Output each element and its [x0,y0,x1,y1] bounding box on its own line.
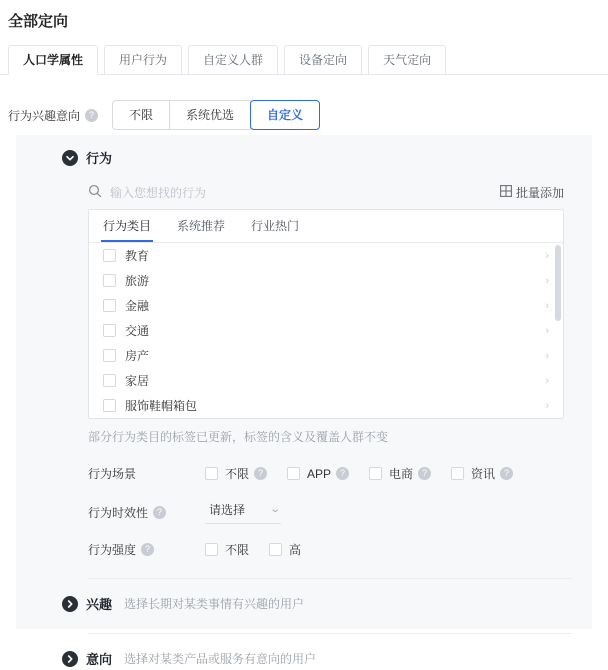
chevron-right-icon[interactable]: › [545,374,549,387]
scene-option-ecommerce[interactable]: 电商 ? [369,465,431,482]
intent-section-title: 意向 [86,652,113,667]
intent-section-desc: 选择对某类产品或服务有意向的用户 [124,652,317,666]
checkbox[interactable] [369,467,382,480]
behavior-intensity-row [88,541,592,558]
tab-device-targeting[interactable]: 设备定向 [284,45,362,75]
list-item-education[interactable]: 教育 › [89,243,563,268]
checkbox[interactable] [103,299,116,312]
targeting-page [0,10,608,667]
scene-option-app[interactable]: APP ? [287,467,349,481]
intent-section-header[interactable] [62,649,592,668]
mode-unlimited-button[interactable]: 不限 [112,100,170,130]
list-item-transport[interactable]: 交通 › [89,318,563,343]
intensity-option-unlimited[interactable]: 不限 [205,541,249,558]
behavior-search-input[interactable] [110,186,500,200]
checkbox[interactable] [103,274,116,287]
top-tabbar [0,45,608,75]
mode-custom-button[interactable]: 自定义 [250,100,320,130]
checkbox[interactable] [103,324,116,337]
scene-option-unlimited[interactable]: 不限 ? [205,465,267,482]
page-title: 全部定向 [8,13,69,30]
category-list [89,243,563,418]
help-icon[interactable]: ? [141,543,154,556]
list-item-realestate[interactable]: 房产 › [89,343,563,368]
batch-add-label: 批量添加 [515,186,564,200]
help-icon[interactable]: ? [254,467,267,480]
chevron-right-icon[interactable]: › [545,324,549,337]
checkbox[interactable] [103,349,116,362]
help-icon[interactable]: ? [418,467,431,480]
behavior-interest-intent-label: 行为兴趣意向 [8,108,81,123]
behavior-section-title: 行为 [86,151,113,166]
tab-system-recommended[interactable]: 系统推荐 [177,219,226,233]
divider [88,578,572,579]
checkbox[interactable] [103,399,116,412]
tab-user-behavior[interactable]: 用户行为 [104,45,182,75]
help-icon[interactable]: ? [85,109,98,122]
interest-section-header[interactable] [62,594,592,613]
chevron-down-circle-icon [62,150,78,166]
scene-option-news[interactable]: 资讯 ? [451,465,513,482]
interest-section-desc: 选择长期对某类事情有兴趣的用户 [124,597,305,611]
checkbox[interactable] [103,249,116,262]
list-item-home[interactable]: 家居 › [89,368,563,393]
chevron-right-icon[interactable]: › [545,399,549,412]
chevron-right-icon[interactable]: › [545,299,549,312]
scrollbar[interactable] [555,245,561,321]
behavior-search-row [88,184,564,201]
timeliness-select[interactable]: 请选择 ⌄ [205,501,281,524]
tab-industry-hot[interactable]: 行业热门 [251,219,300,233]
search-icon [88,184,102,201]
label-update-notice: 部分行为类目的标签已更新，标签的含义及覆盖人群不变 [88,430,389,444]
behavior-scene-label: 行为场景 [88,467,137,481]
checkbox[interactable] [103,374,116,387]
help-icon[interactable]: ? [336,467,349,480]
batch-add-button[interactable] [500,184,564,201]
grid-add-icon [500,185,512,200]
checkbox[interactable] [287,467,300,480]
custom-targeting-panel [16,135,592,667]
chevron-right-icon[interactable]: › [545,349,549,362]
tab-custom-audience[interactable]: 自定义人群 [188,45,278,75]
checkbox[interactable] [205,543,218,556]
behavior-scene-row [88,465,592,482]
checkbox[interactable] [451,467,464,480]
targeting-mode-group [112,100,320,130]
checkbox[interactable] [269,543,282,556]
behavior-category-box [88,209,564,419]
behavior-interest-intent-row [8,100,608,130]
checkbox[interactable] [205,467,218,480]
category-tabbar [89,210,563,243]
tab-behavior-category[interactable]: 行为类目 [103,210,151,242]
chevron-right-circle-icon [62,596,78,612]
help-icon[interactable]: ? [153,506,166,519]
list-item-finance[interactable]: 金融 › [89,293,563,318]
behavior-timeliness-row [88,501,592,524]
tab-demographics[interactable]: 人口学属性 [8,45,98,75]
chevron-down-icon: ⌄ [268,504,281,515]
behavior-timeliness-label: 行为时效性 ? [88,504,205,521]
mode-system-optimized-button[interactable]: 系统优选 [169,100,251,130]
chevron-right-circle-icon [62,651,78,667]
list-item-apparel[interactable]: 服饰鞋帽箱包 › [89,393,563,418]
tab-weather-targeting[interactable]: 天气定向 [368,45,446,75]
intensity-option-high[interactable]: 高 [269,541,301,558]
interest-section-title: 兴趣 [86,597,113,612]
chevron-right-icon[interactable]: › [545,249,549,262]
behavior-section-header[interactable] [62,148,592,167]
divider [88,633,572,634]
help-icon[interactable]: ? [500,467,513,480]
chevron-right-icon[interactable]: › [545,274,549,287]
list-item-travel[interactable]: 旅游 › [89,268,563,293]
behavior-intensity-label: 行为强度 ? [88,541,205,558]
